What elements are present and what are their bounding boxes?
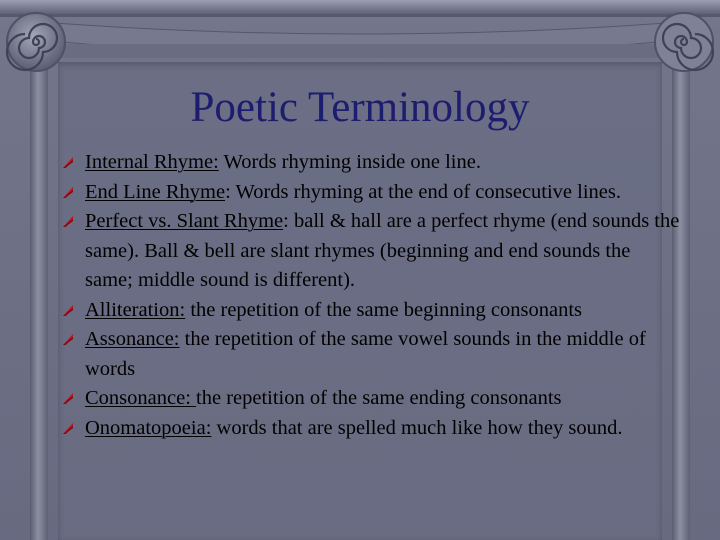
red-pointer-bullet-icon	[62, 304, 74, 317]
red-pointer-bullet-icon	[62, 422, 74, 435]
term-label: Alliteration:	[85, 298, 186, 321]
red-pointer-bullet-icon	[62, 215, 74, 228]
term-label: End Line Rhyme	[85, 180, 226, 203]
definition-text: the repetition of the same beginning consonants	[185, 298, 583, 321]
term-label: Internal Rhyme:	[85, 151, 219, 173]
bullet-item-perfect-vs-slant	[62, 207, 682, 296]
red-pointer-bullet-icon	[62, 156, 74, 169]
term-separator: :	[225, 180, 231, 203]
red-pointer-bullet-icon	[62, 333, 74, 346]
definition-text: the repetition of the same ending consonants	[196, 387, 562, 409]
term-separator: :	[283, 210, 289, 232]
bullet-item-onomatopoeia	[62, 414, 682, 444]
bullet-item-end-line-rhyme	[62, 178, 682, 208]
left-volute-icon	[4, 10, 68, 74]
definition-text: Words rhyming inside one line.	[218, 151, 481, 173]
right-volute-icon	[652, 10, 716, 74]
definition-text: the repetition of the same vowel sounds in the middle of words	[85, 328, 646, 380]
definition-text: ball & hall are a perfect rhyme (end sounds the same). Ball & bell are slant rhymes (beginning and end sounds the same; middle sound is different).	[85, 210, 680, 291]
bullet-list	[62, 148, 682, 443]
slide-title: Poetic Terminology	[190, 84, 530, 131]
bullet-item-internal-rhyme	[62, 148, 682, 178]
term-label: Consonance:	[85, 387, 197, 409]
term-label: Onomatopoeia:	[85, 416, 212, 439]
red-pointer-bullet-icon	[62, 392, 74, 405]
bullet-item-alliteration	[62, 296, 682, 326]
term-label: Assonance:	[85, 328, 180, 350]
term-label: Perfect vs. Slant Rhyme	[85, 210, 284, 232]
left-pillar	[30, 64, 48, 540]
definition-text: Words rhyming at the end of consecutive lines.	[230, 180, 621, 203]
bullet-item-consonance	[62, 384, 682, 414]
red-pointer-bullet-icon	[62, 186, 74, 199]
bullet-item-assonance	[62, 325, 682, 384]
definition-text: words that are spelled much like how they sound.	[211, 416, 623, 439]
